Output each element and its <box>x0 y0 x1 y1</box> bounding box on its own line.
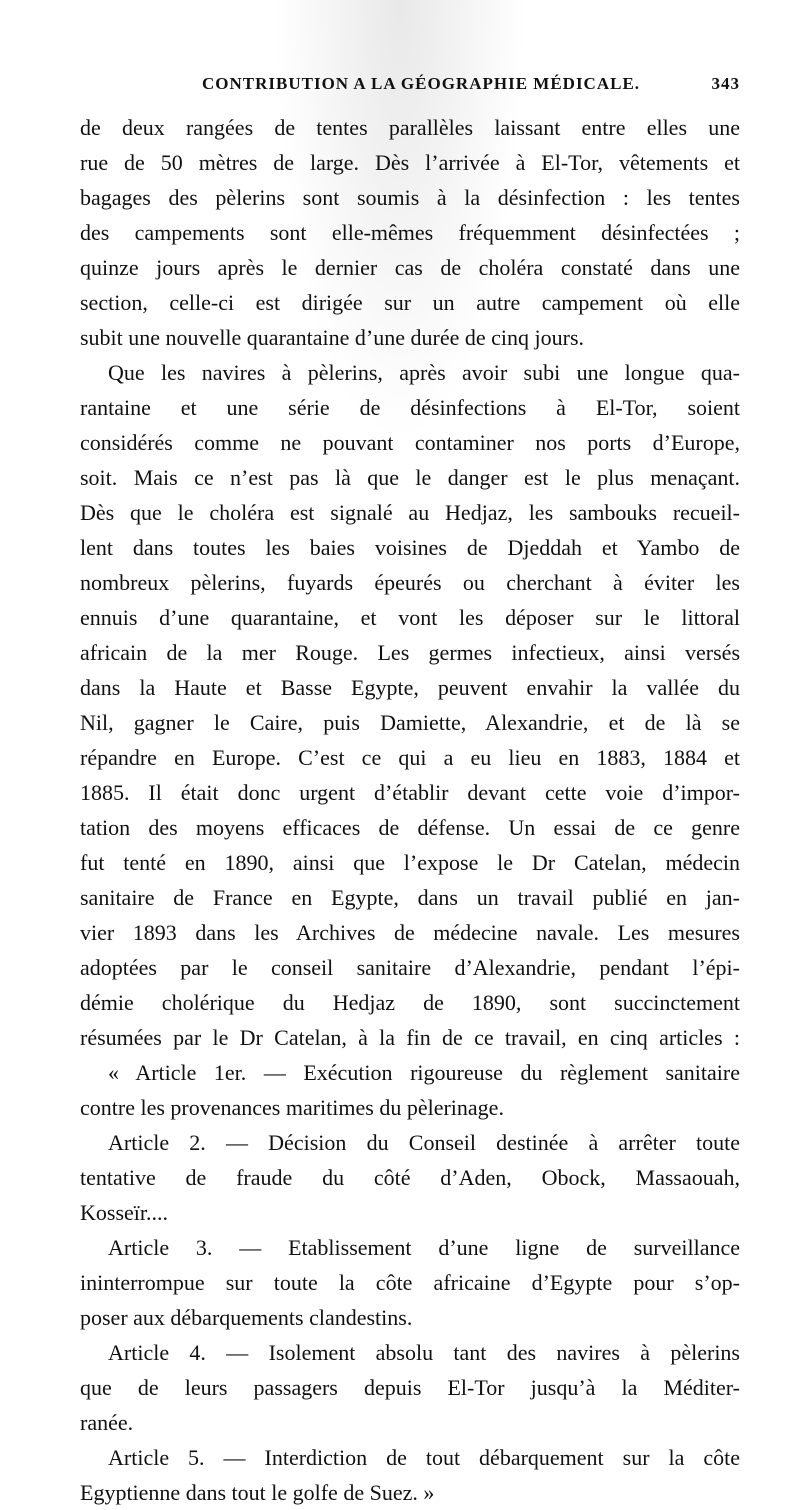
text-line: soit. Mais ce n’est pas là que le danger est le plus menaçant. <box>80 465 740 490</box>
text-line: considérés comme ne pouvant contaminer nos ports d’Europe, <box>80 430 740 455</box>
text-line: section, celle-ci est dirigée sur un autre campement où elle <box>80 290 740 315</box>
text-line: ininterrompue sur toute la côte africaine d’Egypte pour s’op- <box>80 1270 740 1295</box>
text-line: Kosseïr.... <box>80 1200 168 1225</box>
text-line: ennuis d’une quarantaine, et vont les déposer sur le littoral <box>80 605 740 630</box>
text-line: vier 1893 dans les Archives de médecine navale. Les mesures <box>80 920 740 945</box>
text-line: Egyptienne dans tout le golfe de Suez. » <box>80 1480 435 1505</box>
text-line: sanitaire de France en Egypte, dans un travail publié en jan- <box>80 885 740 910</box>
text-line: Article 4. — Isolement absolu tant des navires à pèlerins <box>108 1340 740 1365</box>
text-line: répandre en Europe. C’est ce qui a eu lieu en 1883, 1884 et <box>80 745 740 770</box>
text-line: 1885. Il était donc urgent d’établir devant cette voie d’impor- <box>80 780 740 805</box>
text-line: Nil, gagner le Caire, puis Damiette, Alexandrie, et de là se <box>80 710 740 735</box>
text-line: bagages des pèlerins sont soumis à la désinfection : les tentes <box>80 185 740 210</box>
text-line: démie cholérique du Hedjaz de 1890, sont succinctement <box>80 990 740 1015</box>
text-line: résumées par le Dr Catelan, à la fin de ce travail, en cinq articles : <box>80 1025 740 1050</box>
text-line: Article 5. — Interdiction de tout débarquement sur la côte <box>108 1445 740 1470</box>
text-line: subit une nouvelle quarantaine d’une durée de cinq jours. <box>80 325 585 350</box>
text-line: tation des moyens efficaces de défense. Un essai de ce genre <box>80 815 740 840</box>
text-line: fut tenté en 1890, ainsi que l’expose le Dr Catelan, médecin <box>80 850 740 875</box>
text-line: rantaine et une série de désinfections à El-Tor, soient <box>80 395 740 420</box>
text-line: Dès que le choléra est signalé au Hedjaz, les sambouks recueil- <box>80 500 740 525</box>
text-line: de deux rangées de tentes parallèles laissant entre elles une <box>80 115 740 140</box>
text-line: lent dans toutes les baies voisines de Djeddah et Yambo de <box>80 535 740 560</box>
text-line: Article 3. — Etablissement d’une ligne de surveillance <box>108 1235 740 1260</box>
text-line: Que les navires à pèlerins, après avoir subi une longue qua- <box>108 360 740 385</box>
running-head: CONTRIBUTION A LA GÉOGRAPHIE MÉDICALE. <box>202 74 641 93</box>
text-line: poser aux débarquements clandestins. <box>80 1305 413 1330</box>
text-line: dans la Haute et Basse Egypte, peuvent envahir la vallée du <box>80 675 740 700</box>
text-line: des campements sont elle-mêmes fréquemment désinfectées ; <box>80 220 740 245</box>
text-line: rue de 50 mètres de large. Dès l’arrivée à El-Tor, vêtements et <box>80 150 740 175</box>
text-line: quinze jours après le dernier cas de choléra constaté dans une <box>80 255 740 280</box>
text-line: ranée. <box>80 1410 134 1435</box>
text-line: adoptées par le conseil sanitaire d’Alexandrie, pendant l’épi- <box>80 955 740 980</box>
text-line: nombreux pèlerins, fuyards épeurés ou cherchant à éviter les <box>80 570 740 595</box>
page-header <box>80 70 740 100</box>
text-line: Article 2. — Décision du Conseil destinée à arrêter toute <box>108 1130 740 1155</box>
text-line: que de leurs passagers depuis El-Tor jusqu’à la Méditer- <box>80 1375 740 1400</box>
text-line: africain de la mer Rouge. Les germes infectieux, ainsi versés <box>80 640 740 665</box>
text-line: contre les provenances maritimes du pèlerinage. <box>80 1095 504 1120</box>
text-line: tentative de fraude du côté d’Aden, Obock, Massaouah, <box>80 1165 740 1190</box>
page-number: 343 <box>711 74 740 93</box>
body-text <box>80 110 740 1510</box>
text-line: « Article 1er. — Exécution rigoureuse du règlement sanitaire <box>108 1060 740 1085</box>
